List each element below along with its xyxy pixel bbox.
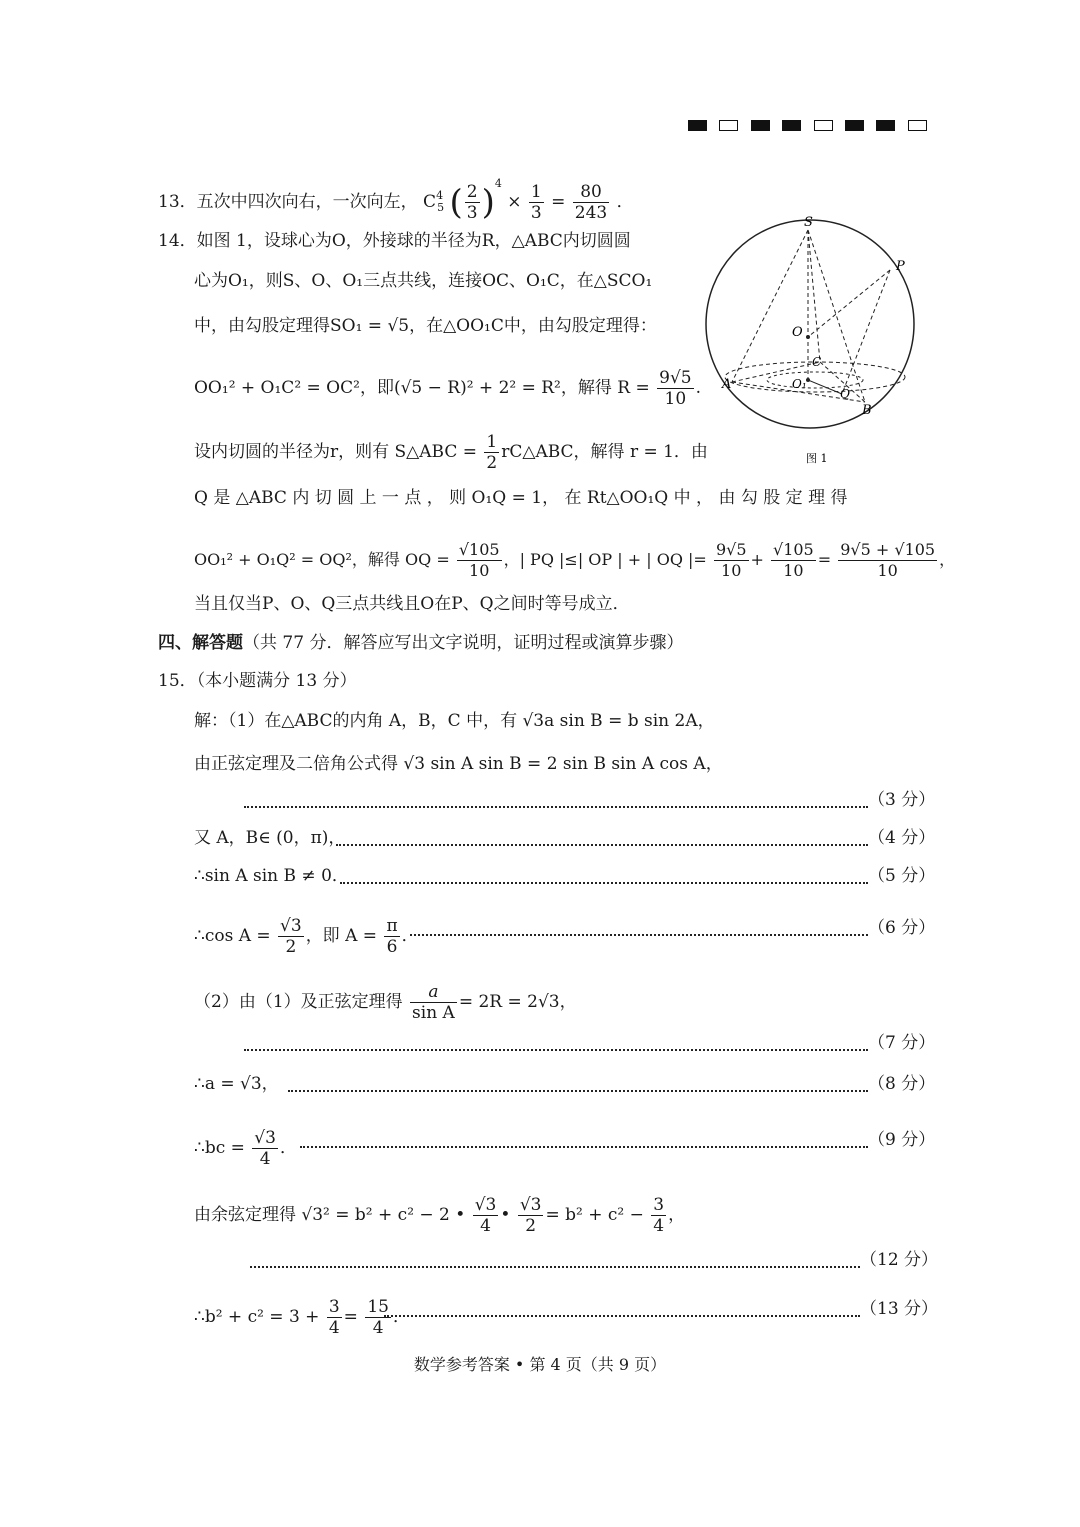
q15-line10: 由余弦定理得 √3² = b² + c² − 2 • $\frac{√3}{4}$ • $\frac{√3}{2}$ = b² + c² − $\frac{3}{4}$ ， (194, 1195, 686, 1236)
q14-line8: 当且仅当P、O、Q三点共线且O在P、Q之间时等号成立． (194, 594, 630, 614)
q13-frac3: $\frac{80}{243}$ (574, 182, 608, 223)
dot-leader (410, 934, 868, 936)
header-mark (814, 120, 833, 131)
q14-line1: 14．如图 1，设球心为O，外接球的半径为R，△ABC内切圆圆 (158, 231, 631, 251)
section4-heading (158, 631, 683, 655)
q15-line4: 又 A，B∈ (0，π)， (194, 828, 346, 848)
q15-line8: ∴a = √3， (194, 1074, 279, 1094)
q14-line7: OO₁² + O₁Q² = OQ²，解得 OQ = $\frac{√105}{10}$ ，| PQ |≤| OP | + | OQ |= $\frac{9√5}{10}$ + $\frac{√105}{10}$ = $\frac{9√5 + √105}{10}$ ， (194, 540, 956, 580)
header-mark (688, 120, 707, 131)
label-p: P (896, 259, 905, 274)
q15-line5: ∴sin A sin B ≠ 0． (194, 866, 349, 886)
q13-combination: $C^4_5$ (423, 189, 445, 215)
q15-header: 15．（本小题满分 13 分） (158, 671, 357, 691)
q14-line6: Q 是 △ABC 内 切 圆 上 一 点 ， 则 O₁Q = 1， 在 Rt△OO₁Q 中 ， 由 勾 股 定 理 得 (194, 488, 848, 508)
dashed-edges (732, 230, 890, 402)
score-9: （9 分） (868, 1130, 936, 1150)
section4-note: （共 77 分．解答应写出文字说明，证明过程或演算步骤） (243, 633, 684, 653)
score-5: （5 分） (868, 866, 936, 886)
sphere-figure (700, 212, 928, 474)
dot-leader (336, 844, 868, 846)
q15-line6: ∴cos A = $\frac{√3}{2}$ ，即 A = $\frac{\pi}{6}$ ． (194, 916, 419, 957)
dot-leader (288, 1090, 868, 1092)
score-4: （4 分） (868, 828, 936, 848)
label-s: S (804, 215, 813, 230)
score-3: （3 分） (868, 790, 936, 810)
dot-leader (244, 1049, 868, 1051)
incircle (767, 372, 863, 388)
q14-line2: 心为O₁，则S、O、O₁三点共线，连接OC、O₁C，在△SCO₁ (194, 271, 653, 291)
section4-title: 四、解答题 (158, 633, 243, 653)
dot-leader (300, 1146, 868, 1148)
q14-line5: 设内切圆的半径为r，则有 S△ABC = $\frac{1}{2}$ rC△ABC，解得 r = 1．由 (194, 432, 708, 473)
q15-line7: （2）由（1）及正弦定理得 $\frac{a}{\text{sin A}}$ = 2R = 2√3， (194, 982, 577, 1023)
header-mark (719, 120, 738, 131)
q14-line4: OO₁² + O₁C² = OC²，即(√5 − R)² + 2² = R²，解得 R = $\frac{9√5}{10}$ . (194, 368, 702, 409)
figure-caption: 图 1 (806, 452, 828, 465)
score-7: （7 分） (868, 1033, 936, 1053)
label-a: A (722, 377, 732, 392)
header-mark (751, 120, 770, 131)
score-8: （8 分） (868, 1074, 936, 1094)
dot-leader (340, 882, 868, 884)
q15-line9: ∴bc = $\frac{√3}{4}$ ． (194, 1128, 297, 1169)
score-12: （12 分） (860, 1250, 939, 1270)
q13-text: 五次中四次向右，一次向左， (196, 192, 418, 212)
label-o1: O₁ (792, 377, 807, 391)
dot-leader (250, 1266, 860, 1268)
label-c: C (812, 355, 822, 369)
score-6: （6 分） (868, 918, 936, 938)
dot-leader (244, 806, 868, 808)
q14-line3: 中，由勾股定理得SO₁ = √5，在△OO₁C中，由勾股定理得： (194, 316, 657, 336)
q15-line2: 由正弦定理及二倍角公式得 √3 sin A sin B = 2 sin B sin A cos A， (194, 754, 723, 774)
label-o: O (792, 325, 803, 340)
header-mark (782, 120, 801, 131)
label-q: Q (840, 387, 850, 401)
q13-number: 13． (158, 192, 197, 212)
dot-leader (384, 1315, 860, 1317)
page-footer: 数学参考答案 • 第 4 页（共 9 页） (413, 1355, 667, 1374)
label-b: B (862, 403, 872, 418)
header-mark (908, 120, 927, 131)
q15-line1: 解：（1）在△ABC的内角 A，B，C 中，有 √3a sin B = b sin 2A， (194, 711, 715, 731)
header-mark (845, 120, 864, 131)
q13-line: 13．五次中四次向右，一次向左， $C^4_5$ ( $\frac{2}{3}$ )$^4$ × $\frac{1}{3}$ = $\frac{80}{243}$ ． (158, 177, 634, 223)
q13-frac1: $\frac{2}{3}$ (466, 182, 478, 223)
header-mark (876, 120, 895, 131)
q13-frac2: $\frac{1}{3}$ (530, 182, 542, 223)
score-13: （13 分） (860, 1299, 939, 1319)
q15-line13: ∴b² + c² = 3 + $\frac{3}{4}$ = $\frac{15}{4}$ ． (194, 1297, 410, 1338)
